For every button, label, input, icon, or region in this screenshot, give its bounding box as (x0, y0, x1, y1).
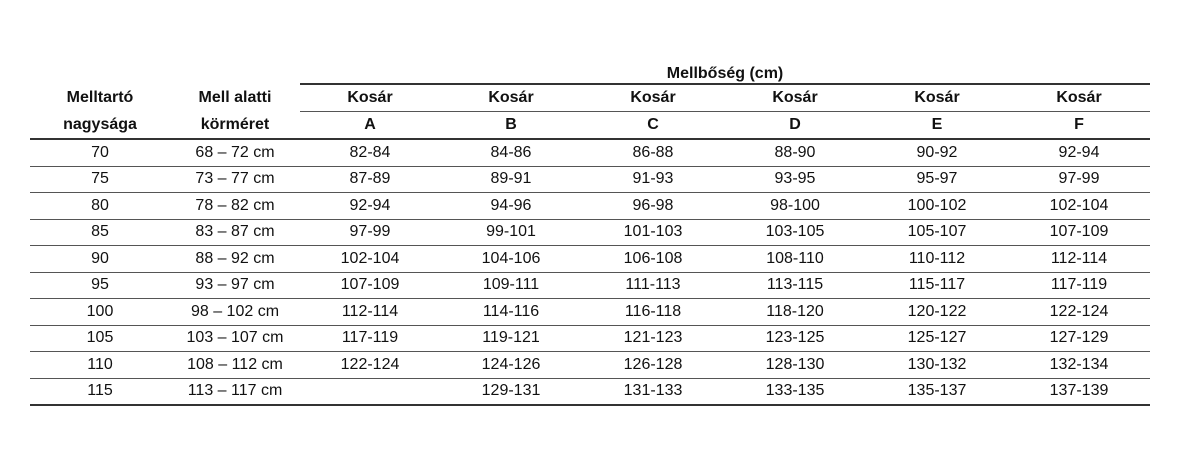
bra-size-cell: 110 (30, 352, 170, 379)
bra-size-cell: 100 (30, 299, 170, 326)
table-row (30, 219, 1150, 246)
bust-range-cell: 88-90 (724, 139, 866, 166)
bust-range-cell (300, 378, 440, 405)
bust-range-cell: 115-117 (866, 272, 1008, 299)
bust-range-cell: 97-99 (300, 219, 440, 246)
underbust-header-line-2: körméret (170, 112, 300, 140)
bust-range-cell: 107-109 (300, 272, 440, 299)
bust-range-cell: 122-124 (300, 352, 440, 379)
bust-range-cell: 82-84 (300, 139, 440, 166)
bust-range-cell: 101-103 (582, 219, 724, 246)
bust-range-cell: 112-114 (1008, 246, 1150, 273)
cup-letter-d: D (724, 112, 866, 140)
cup-header-word: Kosár (300, 84, 440, 112)
bust-range-cell: 131-133 (582, 378, 724, 405)
table-row (30, 166, 1150, 193)
bust-range-cell: 92-94 (1008, 139, 1150, 166)
bust-range-cell: 128-130 (724, 352, 866, 379)
table-body (30, 139, 1150, 405)
bust-range-cell: 110-112 (866, 246, 1008, 273)
bust-range-cell: 113-115 (724, 272, 866, 299)
bra-size-cell: 75 (30, 166, 170, 193)
cup-header-word: Kosár (440, 84, 582, 112)
bust-range-cell: 106-108 (582, 246, 724, 273)
bust-range-cell: 130-132 (866, 352, 1008, 379)
bust-range-cell: 94-96 (440, 193, 582, 220)
bust-range-cell: 109-111 (440, 272, 582, 299)
bust-range-cell: 119-121 (440, 325, 582, 352)
bust-range-cell: 107-109 (1008, 219, 1150, 246)
bra-size-cell: 90 (30, 246, 170, 273)
bra-size-cell: 105 (30, 325, 170, 352)
underbust-cell: 93 – 97 cm (170, 272, 300, 299)
bust-range-cell: 102-104 (300, 246, 440, 273)
bust-range-cell: 93-95 (724, 166, 866, 193)
bust-range-cell: 116-118 (582, 299, 724, 326)
bust-range-cell: 125-127 (866, 325, 1008, 352)
cup-letter-f: F (1008, 112, 1150, 140)
bra-size-cell: 95 (30, 272, 170, 299)
bust-range-cell: 112-114 (300, 299, 440, 326)
bust-range-cell: 84-86 (440, 139, 582, 166)
cup-header-word: Kosár (1008, 84, 1150, 112)
size-header-line-2: nagysága (30, 112, 170, 140)
bust-range-cell: 103-105 (724, 219, 866, 246)
underbust-cell: 98 – 102 cm (170, 299, 300, 326)
cup-header-word: Kosár (724, 84, 866, 112)
header-row-2 (30, 112, 1150, 140)
table-row (30, 352, 1150, 379)
table-row (30, 299, 1150, 326)
bust-range-cell: 133-135 (724, 378, 866, 405)
bra-size-cell: 70 (30, 139, 170, 166)
underbust-cell: 103 – 107 cm (170, 325, 300, 352)
bust-range-cell: 127-129 (1008, 325, 1150, 352)
underbust-cell: 88 – 92 cm (170, 246, 300, 273)
table-row (30, 378, 1150, 405)
bust-range-cell: 137-139 (1008, 378, 1150, 405)
bust-range-cell: 96-98 (582, 193, 724, 220)
bust-range-cell: 117-119 (1008, 272, 1150, 299)
bra-size-cell: 85 (30, 219, 170, 246)
group-spacer (170, 57, 300, 84)
bust-range-cell: 114-116 (440, 299, 582, 326)
bust-range-cell: 132-134 (1008, 352, 1150, 379)
underbust-cell: 73 – 77 cm (170, 166, 300, 193)
bust-range-cell: 105-107 (866, 219, 1008, 246)
bust-range-cell: 122-124 (1008, 299, 1150, 326)
cup-letter-e: E (866, 112, 1008, 140)
bust-range-cell: 124-126 (440, 352, 582, 379)
bust-range-cell: 98-100 (724, 193, 866, 220)
bra-size-table (30, 57, 1150, 406)
bust-range-cell: 135-137 (866, 378, 1008, 405)
cup-header-word: Kosár (582, 84, 724, 112)
bust-range-cell: 111-113 (582, 272, 724, 299)
bust-range-cell: 120-122 (866, 299, 1008, 326)
bust-range-cell: 117-119 (300, 325, 440, 352)
header-row-1 (30, 84, 1150, 112)
bust-range-cell: 123-125 (724, 325, 866, 352)
underbust-cell: 113 – 117 cm (170, 378, 300, 405)
bust-range-cell: 90-92 (866, 139, 1008, 166)
table-row (30, 139, 1150, 166)
bust-group-title: Mellbőség (cm) (300, 57, 1150, 84)
bust-range-cell: 102-104 (1008, 193, 1150, 220)
bust-range-cell: 99-101 (440, 219, 582, 246)
cup-letter-a: A (300, 112, 440, 140)
bra-size-cell: 80 (30, 193, 170, 220)
group-spacer (30, 57, 170, 84)
bust-range-cell: 118-120 (724, 299, 866, 326)
group-header-row (30, 57, 1150, 84)
cup-letter-c: C (582, 112, 724, 140)
bust-range-cell: 108-110 (724, 246, 866, 273)
bust-range-cell: 91-93 (582, 166, 724, 193)
table-row (30, 246, 1150, 273)
underbust-cell: 78 – 82 cm (170, 193, 300, 220)
bust-range-cell: 104-106 (440, 246, 582, 273)
bust-range-cell: 100-102 (866, 193, 1008, 220)
table-row (30, 272, 1150, 299)
table-row (30, 325, 1150, 352)
bust-range-cell: 97-99 (1008, 166, 1150, 193)
bust-range-cell: 95-97 (866, 166, 1008, 193)
table-row (30, 193, 1150, 220)
bust-range-cell: 129-131 (440, 378, 582, 405)
size-header-line-1: Melltartó (66, 88, 134, 106)
bust-range-cell: 87-89 (300, 166, 440, 193)
underbust-cell: 83 – 87 cm (170, 219, 300, 246)
bust-range-cell: 86-88 (582, 139, 724, 166)
underbust-cell: 108 – 112 cm (170, 352, 300, 379)
bust-range-cell: 121-123 (582, 325, 724, 352)
cup-header-word: Kosár (866, 84, 1008, 112)
bust-range-cell: 92-94 (300, 193, 440, 220)
bust-range-cell: 89-91 (440, 166, 582, 193)
bust-range-cell: 126-128 (582, 352, 724, 379)
cup-letter-b: B (440, 112, 582, 140)
bra-size-cell: 115 (30, 378, 170, 405)
underbust-cell: 68 – 72 cm (170, 139, 300, 166)
underbust-header-line-1: Mell alatti (198, 88, 272, 106)
